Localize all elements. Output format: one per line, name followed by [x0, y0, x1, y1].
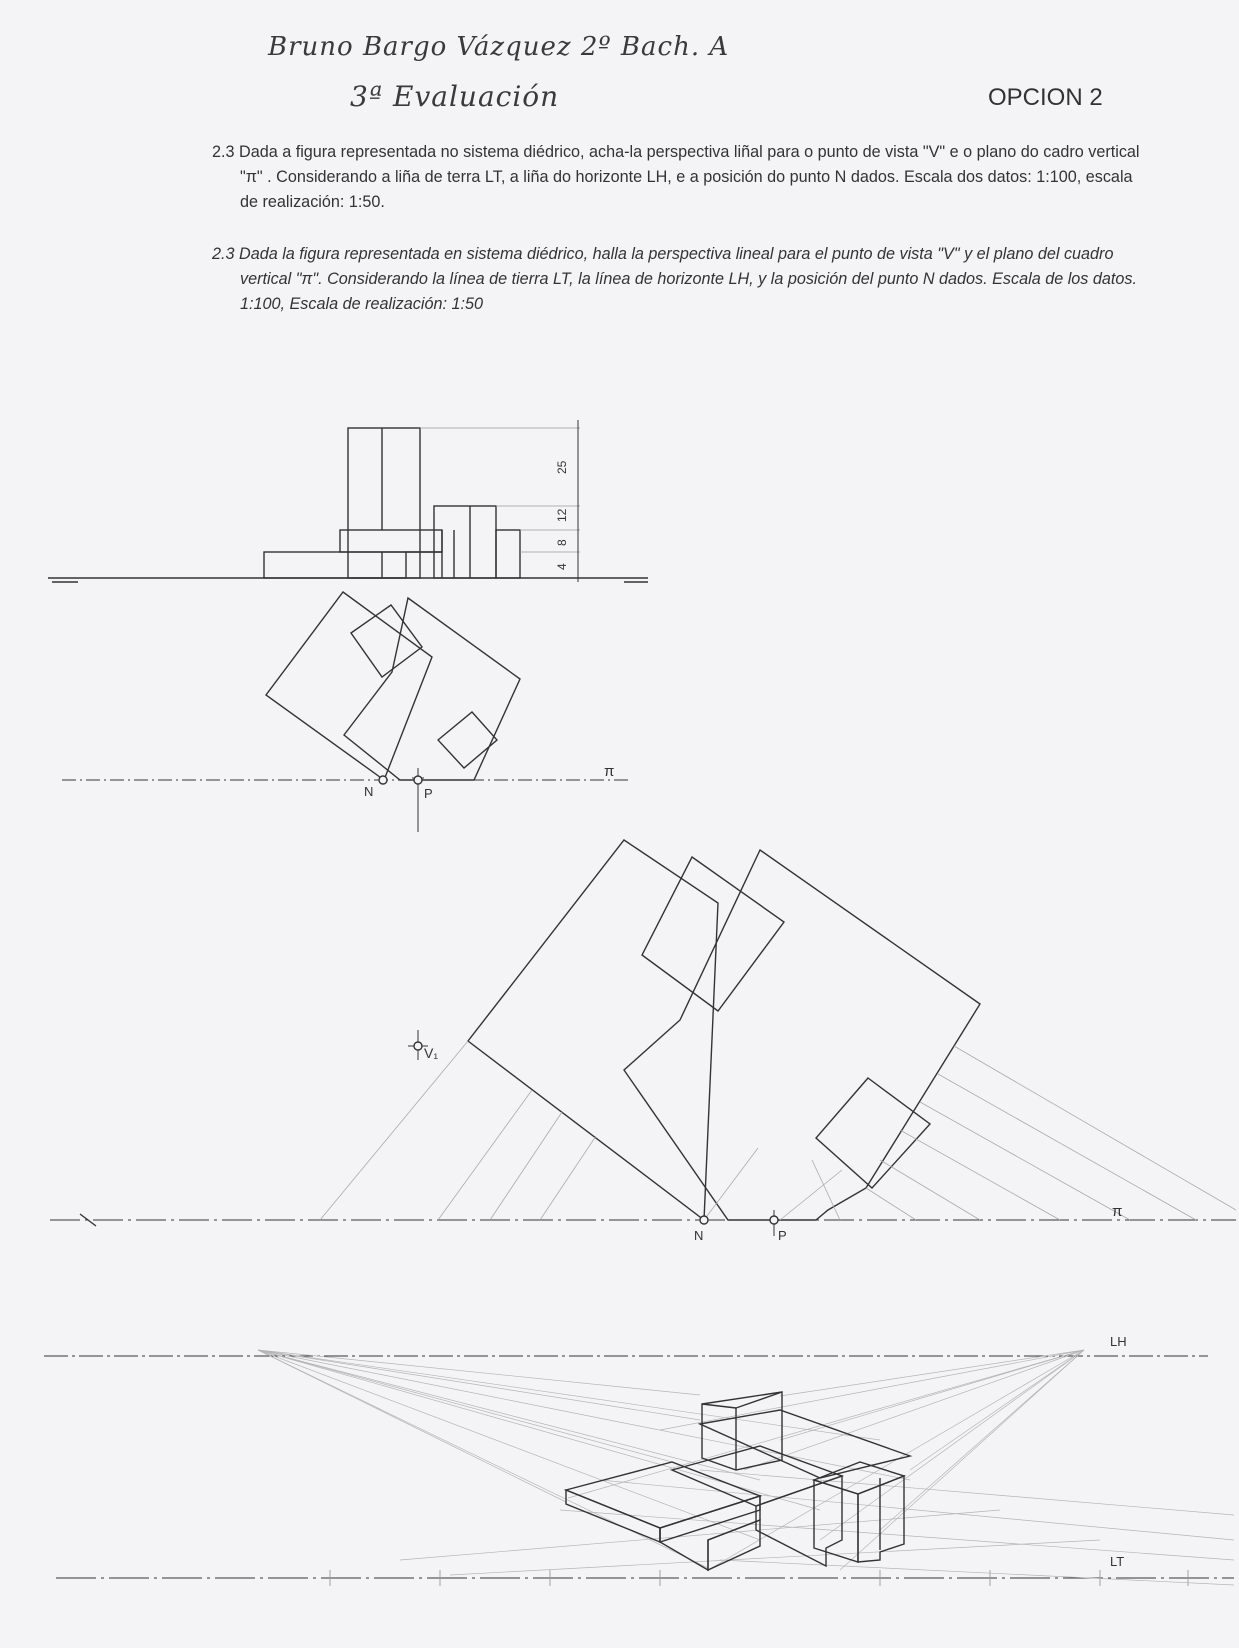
plan-label-p: P [424, 786, 433, 801]
viewpoint-label-v1: V₁ [424, 1045, 439, 1061]
plan-label-n: N [364, 784, 374, 799]
enlarged-label-pi: π [1112, 1203, 1123, 1220]
student-name-handwritten: Bruno Bargo Vázquez 2º Bach. A [268, 32, 730, 62]
enlarged-label-n: N [694, 1228, 704, 1243]
option-title: OPCION 2 [988, 84, 1103, 111]
plan-label-pi: π [604, 763, 615, 780]
ground-line-label: LT [1110, 1554, 1125, 1569]
plan-view [62, 592, 630, 832]
dimension-label: 25 [555, 460, 569, 474]
enlarged-plan [50, 840, 1236, 1236]
perspective-view [44, 1350, 1234, 1586]
exercise-statement-spanish: 2.3 Dada la figura representada en sistema diédrico, halla la perspectiva lineal para el punto de vista "V" y el plano del cuadro vertical "π". Considerando la línea de tierra LT, la línea de horizonte LH, y la posición del punto N dados. Escala de los datos. 1:100, Escala de realización: 1:50 [212, 245, 1137, 313]
dimension-label: 4 [555, 563, 569, 570]
elevation-view [48, 420, 648, 582]
dimension-label: 8 [555, 539, 569, 546]
dimension-label: 12 [555, 508, 569, 522]
evaluation-handwritten: 3ª Evaluación [350, 80, 560, 113]
enlarged-label-p: P [778, 1228, 787, 1243]
horizon-line-label: LH [1110, 1334, 1127, 1349]
exercise-statement-galician: 2.3 Dada a figura representada no sistema diédrico, acha-la perspectiva liñal para o punto de vista "V" e o plano do cadro vertical "π" . Considerando a liña de terra LT, a liña do horizonte LH, e a posición do punto N dados. Escala dos datos: 1:100, escala de realización: 1:50. [212, 143, 1140, 211]
